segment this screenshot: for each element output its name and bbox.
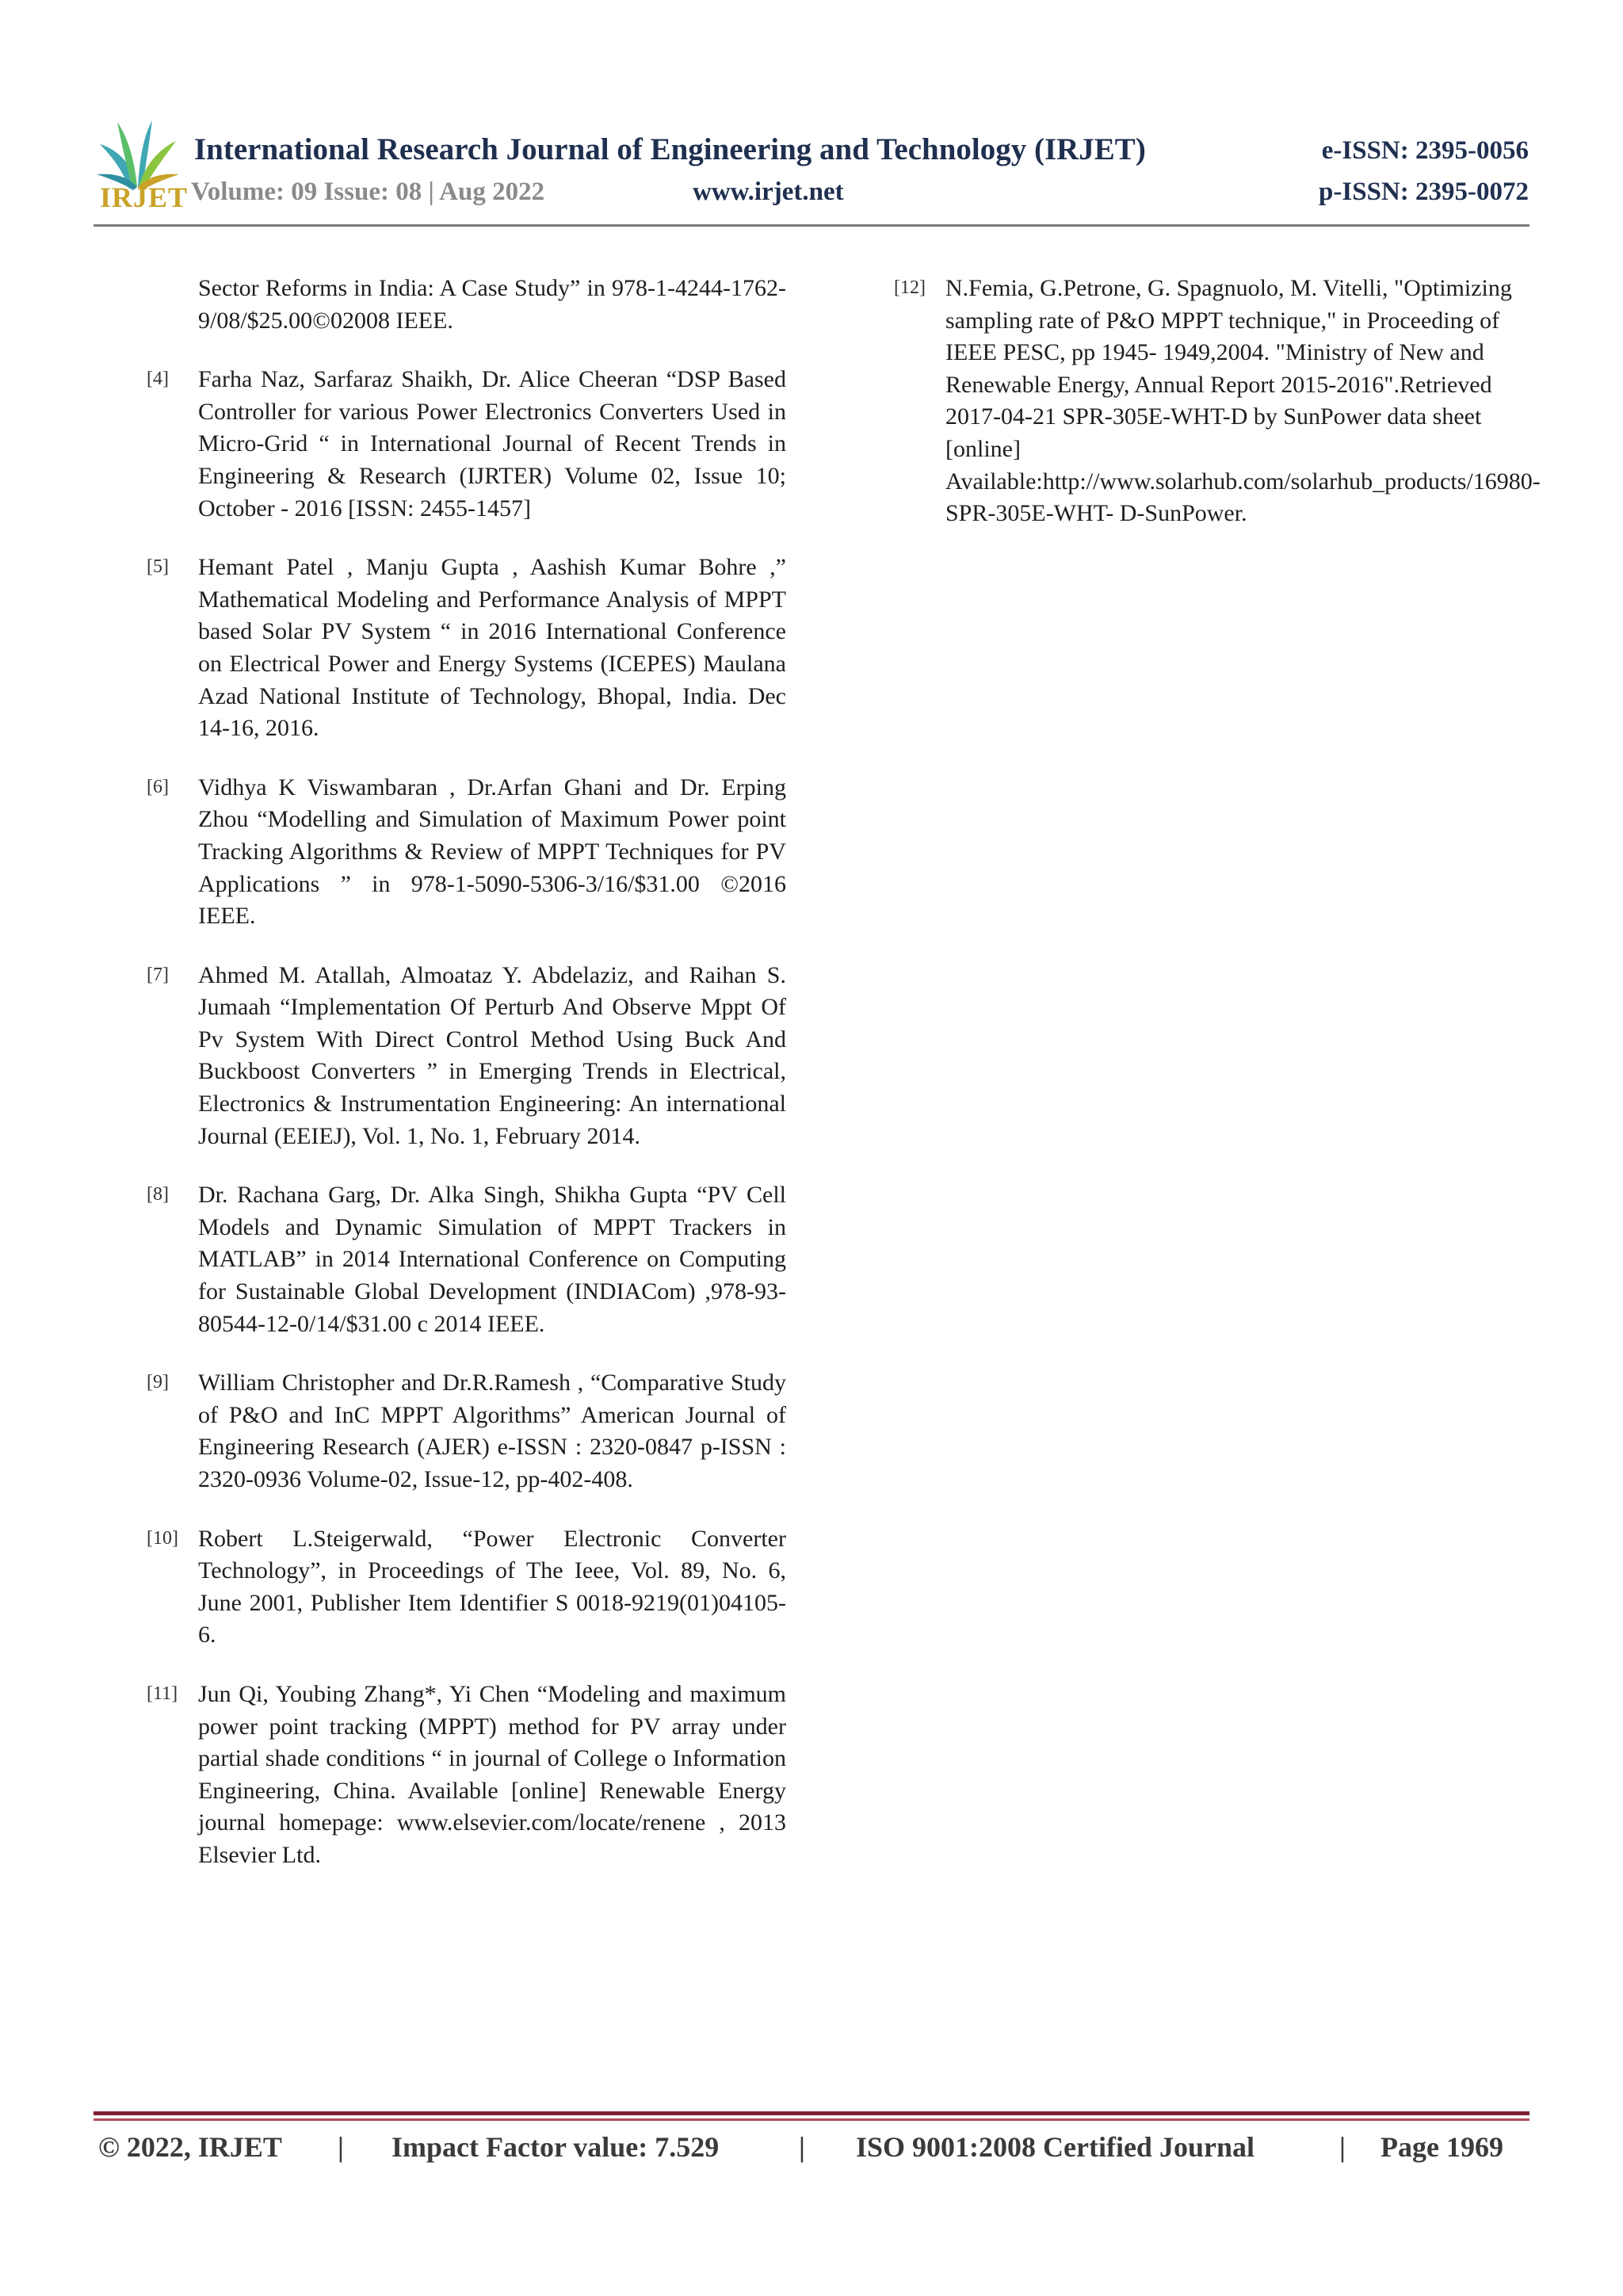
reference-item bbox=[143, 772, 786, 933]
header-divider bbox=[94, 224, 1529, 227]
reference-text: Robert L.Steigerwald, “Power Electronic Converter Technology”, in Proceedings of The Ieee, Vol. 89, No. 6, June 2001, Publisher Item Identifier S 0018-9219(01)04105-6. bbox=[198, 1525, 786, 1648]
reference-text: Hemant Patel , Manju Gupta , Aashish Kumar Bohre ,” Mathematical Modeling and Performance Analysis of MPPT based Solar PV System “ in 2016 International Conference on Electrical Power and Energy Systems (ICEPES) Maulana Azad National Institute of Technology, Bhopal, India. Dec 14-16, 2016. bbox=[198, 554, 786, 742]
reference-number: [11] bbox=[147, 1683, 178, 1704]
reference-number: [12] bbox=[894, 277, 926, 298]
footer-copyright: © 2022, IRJET bbox=[98, 2131, 282, 2163]
reference-item bbox=[143, 552, 786, 745]
reference-number: [4] bbox=[147, 369, 169, 390]
reference-text: Farha Naz, Sarfaraz Shaikh, Dr. Alice Cheeran “DSP Based Controller for various Power Electronics Converters Used in Micro-Grid “ in International Journal of Recent Trends in Engineering & Research (IJRTER) Volume 02, Issue 10; October - 2016 [ISSN: 2455-1457] bbox=[198, 366, 786, 521]
reference-text: Dr. Rachana Garg, Dr. Alka Singh, Shikha Gupta “PV Cell Models and Dynamic Simulation of MPPT Trackers in MATLAB” in 2014 International Conference on Computing for Sustainable Global Development (INDIACom) ,978-93-80544-12-0/14/$31.00 c 2014 IEEE. bbox=[198, 1182, 786, 1337]
journal-title: International Research Journal of Engineering and Technology (IRJET) bbox=[194, 132, 1146, 166]
footer-separator: | bbox=[799, 2131, 805, 2163]
reference-number: [8] bbox=[147, 1184, 169, 1205]
journal-website-link[interactable]: www.irjet.net bbox=[693, 178, 844, 206]
page-footer bbox=[98, 2130, 1525, 2170]
footer-divider-secondary bbox=[94, 2118, 1529, 2121]
reference-number: [9] bbox=[147, 1372, 169, 1393]
footer-separator: | bbox=[1339, 2131, 1346, 2163]
page-header bbox=[0, 0, 1623, 238]
reference-text: Jun Qi, Youbing Zhang*, Yi Chen “Modeling and maximum power point tracking (MPPT) method for PV array under partial shade conditions “ in journal of College o Information Engineering, China. Available [online] Renewable Energy journal homepage: www.elsevier.com/locate/renene , 2013 Elsevier Ltd. bbox=[198, 1680, 786, 1868]
reference-item bbox=[143, 1679, 786, 1872]
footer-page-number: Page 1969 bbox=[1381, 2131, 1503, 2163]
logo-text: IRJET bbox=[100, 181, 189, 213]
reference-number: [7] bbox=[147, 964, 169, 985]
reference-item bbox=[143, 1179, 786, 1340]
footer-separator: | bbox=[338, 2131, 344, 2163]
reference-text: Vidhya K Viswambaran , Dr.Arfan Ghani and Dr. Erping Zhou “Modelling and Simulation of Maximum Power point Tracking Algorithms & Review of MPPT Techniques for PV Applications ” in 978-1-5090-5306-3/16/$31.00 ©2016 IEEE. bbox=[198, 774, 786, 930]
reference-number: [5] bbox=[147, 556, 169, 578]
volume-issue: Volume: 09 Issue: 08 | Aug 2022 bbox=[191, 178, 545, 206]
references-left-column bbox=[143, 273, 786, 1899]
reference-item bbox=[890, 273, 1541, 530]
reference-text: Ahmed M. Atallah, Almoataz Y. Abdelaziz, and Raihan S. Jumaah “Implementation Of Perturb And Observe Mppt Of Pv System With Direct Control Method Using Buck And Buckboost Converters ” in Emerging Trends in Electrical, Electronics & Instrumentation Engineering: An international Journal (EEIEJ), Vol. 1, No. 1, February 2014. bbox=[198, 961, 786, 1149]
reference-text: William Christopher and Dr.R.Ramesh , “Comparative Study of P&O and InC MPPT Algorithms” American Journal of Engineering Research (AJER) e-ISSN : 2320-0847 p-ISSN : 2320-0936 Volume-02, Issue-12, pp-402-408. bbox=[198, 1370, 786, 1492]
p-issn: p-ISSN: 2395-0072 bbox=[1319, 178, 1529, 206]
reference-text: N.Femia, G.Petrone, G. Spagnuolo, M. Vitelli, "Optimizing sampling rate of P&O MPPT technique," in Proceeding of IEEE PESC, pp 1945- 1949,2004. "Ministry of New and Renewable Energy, Annual Report 2015-2016".Retrieved 2017-04-21 SPR-305E-WHT-D by SunPower data sheet [online] Available:http://www.solarhub.com/solarhub_products/16980-SPR-305E-WHT- D-SunPower. bbox=[945, 275, 1541, 527]
reference-item bbox=[143, 364, 786, 525]
footer-iso-certification: ISO 9001:2008 Certified Journal bbox=[856, 2131, 1254, 2163]
references-right-column bbox=[890, 273, 1541, 557]
reference-item bbox=[143, 273, 786, 337]
e-issn: e-ISSN: 2395-0056 bbox=[1321, 136, 1529, 165]
footer-divider bbox=[94, 2111, 1529, 2115]
reference-item bbox=[143, 1367, 786, 1496]
reference-item bbox=[143, 960, 786, 1153]
reference-number: [10] bbox=[147, 1527, 178, 1549]
reference-number: [6] bbox=[147, 776, 169, 797]
footer-impact-factor: Impact Factor value: 7.529 bbox=[391, 2131, 720, 2163]
reference-text: Sector Reforms in India: A Case Study” in 978-1-4244-1762-9/08/$25.00©02008 IEEE. bbox=[198, 275, 786, 334]
reference-item bbox=[143, 1523, 786, 1652]
